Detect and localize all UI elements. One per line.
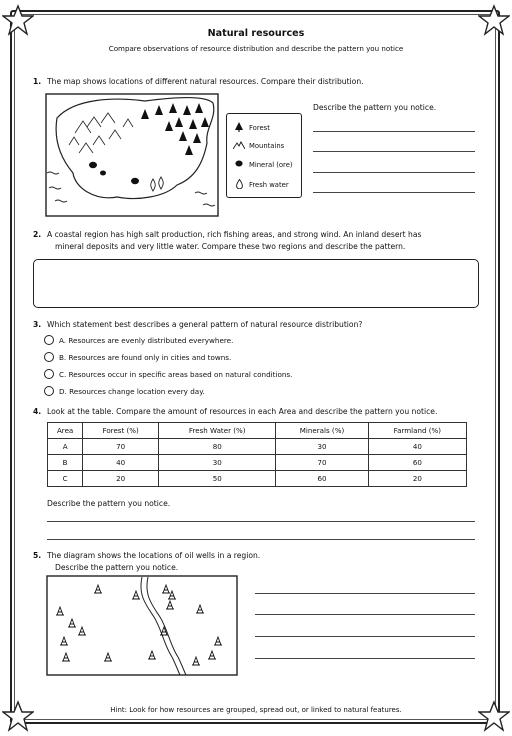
legend-item <box>233 141 284 151</box>
table-header-row <box>48 423 467 439</box>
page-subtitle: Compare observations of resource distribution and describe the pattern you notice <box>108 44 404 53</box>
radio-circle[interactable] <box>44 335 54 345</box>
option-b[interactable] <box>44 352 231 362</box>
question-number: 2. <box>33 230 42 239</box>
answer-line[interactable] <box>313 131 475 132</box>
table-cell: 70 <box>276 455 368 471</box>
answer-line[interactable] <box>47 521 475 522</box>
resource-map <box>45 93 220 218</box>
table-header: Fresh Water (%) <box>159 423 276 439</box>
radio-circle[interactable] <box>44 369 54 379</box>
answer-line[interactable] <box>313 172 475 173</box>
legend-label: Mountains <box>249 142 285 150</box>
answer-line[interactable] <box>255 593 475 594</box>
radio-circle[interactable] <box>44 386 54 396</box>
q4-prompt: Describe the pattern you notice. <box>47 499 171 508</box>
question-1 <box>33 76 364 88</box>
table-cell: 60 <box>368 455 466 471</box>
answer-line[interactable] <box>47 539 475 540</box>
legend-item <box>233 179 289 191</box>
table-cell: 50 <box>159 471 276 487</box>
mineral-icon <box>233 160 245 169</box>
table-header: Area <box>48 423 83 439</box>
legend-label: Mineral (ore) <box>249 160 293 169</box>
table-cell: 30 <box>159 455 276 471</box>
option-label: C. Resources occur in specific areas based on natural conditions. <box>59 369 293 379</box>
table-header: Farmland (%) <box>368 423 466 439</box>
table-cell: 40 <box>368 439 466 455</box>
legend-item <box>233 160 293 169</box>
table-cell: 80 <box>159 439 276 455</box>
answer-line[interactable] <box>255 614 475 615</box>
option-label: B. Resources are found only in cities and towns. <box>59 352 232 362</box>
question-number: 4. <box>33 407 42 416</box>
tree-icon <box>233 122 245 134</box>
mountain-icon <box>233 141 245 151</box>
question-text: Which statement best describes a general pattern of natural resource distribution? <box>47 320 363 329</box>
legend-label: Forest <box>249 124 270 132</box>
question-text: mineral deposits and very little water. Compare these two regions and describe the pattern. <box>55 242 406 251</box>
answer-line[interactable] <box>255 636 475 637</box>
table-row <box>48 439 467 455</box>
answer-line[interactable] <box>255 658 475 659</box>
table-cell: A <box>48 439 83 455</box>
option-c[interactable] <box>44 369 292 379</box>
table-header: Forest (%) <box>83 423 159 439</box>
question-5 <box>33 550 260 574</box>
q1-prompt: Describe the pattern you notice. <box>313 103 437 112</box>
table-cell: C <box>48 471 83 487</box>
question-text: Describe the pattern you notice. <box>55 563 179 572</box>
question-2 <box>33 229 421 253</box>
question-text: Look at the table. Compare the amount of resources in each Area and describe the pattern you notice. <box>47 407 438 416</box>
table-cell: 20 <box>83 471 159 487</box>
question-text: The map shows locations of different natural resources. Compare their distribution. <box>47 77 364 86</box>
page-title: Natural resources <box>207 28 305 39</box>
table-row <box>48 471 467 487</box>
question-text: A coastal region has high salt production, rich fishing areas, and strong wind. An inland desert has <box>47 230 422 239</box>
answer-line[interactable] <box>313 192 475 193</box>
option-label: D. Resources change location every day. <box>59 386 205 396</box>
legend-label: Fresh water <box>249 181 289 189</box>
option-d[interactable] <box>44 386 205 396</box>
table-cell: 20 <box>368 471 466 487</box>
oil-well-diagram <box>46 575 238 676</box>
question-4 <box>33 406 437 418</box>
table-cell: 40 <box>83 455 159 471</box>
question-number: 1. <box>33 77 42 86</box>
hint-text: Hint: Look for how resources are grouped, spread out, or linked to natural features. <box>110 706 402 714</box>
question-3 <box>33 319 362 331</box>
table-row <box>48 455 467 471</box>
question-number: 5. <box>33 551 42 560</box>
question-number: 3. <box>33 320 42 329</box>
table-header: Minerals (%) <box>276 423 368 439</box>
resource-table <box>47 422 467 487</box>
table-cell: 70 <box>83 439 159 455</box>
option-a[interactable] <box>44 335 233 345</box>
radio-circle[interactable] <box>44 352 54 362</box>
table-cell: 60 <box>276 471 368 487</box>
answer-box[interactable] <box>33 259 479 308</box>
question-text: The diagram shows the locations of oil wells in a region. <box>47 551 261 560</box>
legend-item <box>233 122 270 134</box>
table-cell: B <box>48 455 83 471</box>
star-icon <box>478 700 510 732</box>
water-drop-icon <box>233 179 245 191</box>
table-cell: 30 <box>276 439 368 455</box>
answer-line[interactable] <box>313 151 475 152</box>
option-label: A. Resources are evenly distributed everywhere. <box>59 335 234 345</box>
map-legend <box>226 113 302 198</box>
star-icon <box>2 700 34 732</box>
